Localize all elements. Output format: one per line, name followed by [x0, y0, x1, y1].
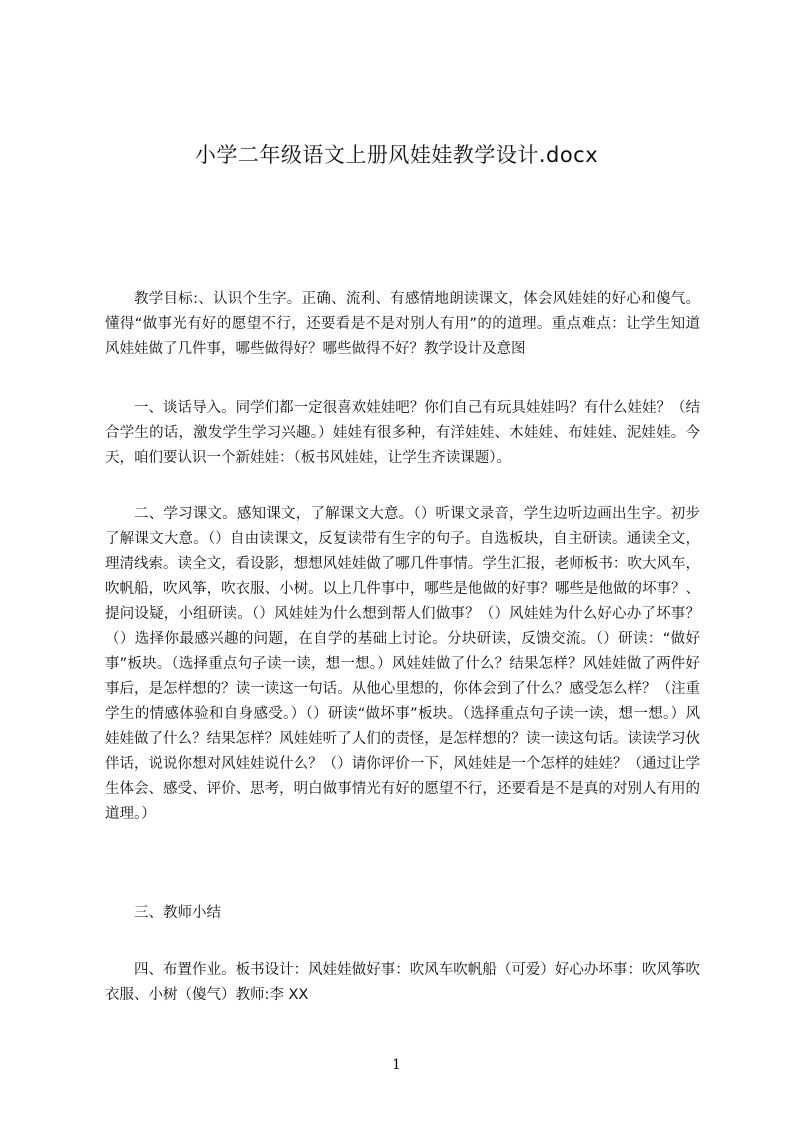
paragraph-teaching-goals: 教学目标:、认识个生字。正确、流利、有感情地朗读课文，体会风娃娃的好心和傻气。懂得“做事光有好的愿望不行，还要看是不是对别人有用”的的道理。重点难点：让学生知道风娃娃做了几件事，哪些做得好？哪些做得不好？教学设计及意图: [105, 291, 700, 357]
paragraph-homework: 四、布置作业。板书设计：风娃娃做好事：吹风车吹帆船（可爱）好心办坏事：吹风筝吹衣服、小树（傻气）教师:李 XX: [105, 962, 700, 1003]
page-number: 1: [392, 1057, 401, 1073]
paragraph-teacher-summary: 三、教师小结: [134, 905, 221, 921]
paragraph-introduction: 一、谈话导入。同学们都一定很喜欢娃娃吧？你们自己有玩具娃娃吗？有什么娃娃？（结合学生的话，激发学生学习兴趣。）娃娃有很多种，有洋娃娃、木娃娃、布娃娃、泥娃娃。今天，咱们要认识一个新娃娃：（板书风娃娃，让学生齐读课题）。: [105, 400, 700, 466]
document-title: 小学二年级语文上册风娃娃教学设计.docx: [194, 143, 599, 167]
paragraph-study-text: 二、学习课文。感知课文，了解课文大意。（）听课文录音，学生边听边画出生字。初步了解课文大意。（）自由读课文，反复读带有生字的句子。自选板块，自主研读。通读全文，理清线索。读全文，看设影，想想风娃娃做了哪几件事情。学生汇报，老师板书：吹大风车，吹帆船，吹风筝，吹衣服、小树。以上几件事中，哪些是他做的好事？哪些是他做的坏事？、提问设疑，小组研读。（）风娃娃为什么想到帮人们做事？（）风娃娃为什么好心办了坏事？（）选择你最感兴趣的问题，在自学的基础上讨论。分块研读，反馈交流。（）研读：“做好事”板块。（选择重点句子读一读，想一想。）风娃娃做了什么？结果怎样？风娃娃做了两件好事后，是怎样想的？读一读这一句话。从他心里想的，你体会到了什么？感受怎么样？（注重学生的情感体验和自身感受。）（）研读“做坏事”板块。（选择重点句子读一读，想一想。）风娃娃做了什么？结果怎样？风娃娃听了人们的责怪，是怎样想的？读一读这句话。读读学习伙伴话，说说你想对风娃娃说什么？（）请你评价一下，风娃娃是一个怎样的娃娃？（通过让学生体会、感受、评价、思考，明白做事情光有好的愿望不行，还要看是不是真的对别人有用的道理。）: [105, 506, 700, 822]
